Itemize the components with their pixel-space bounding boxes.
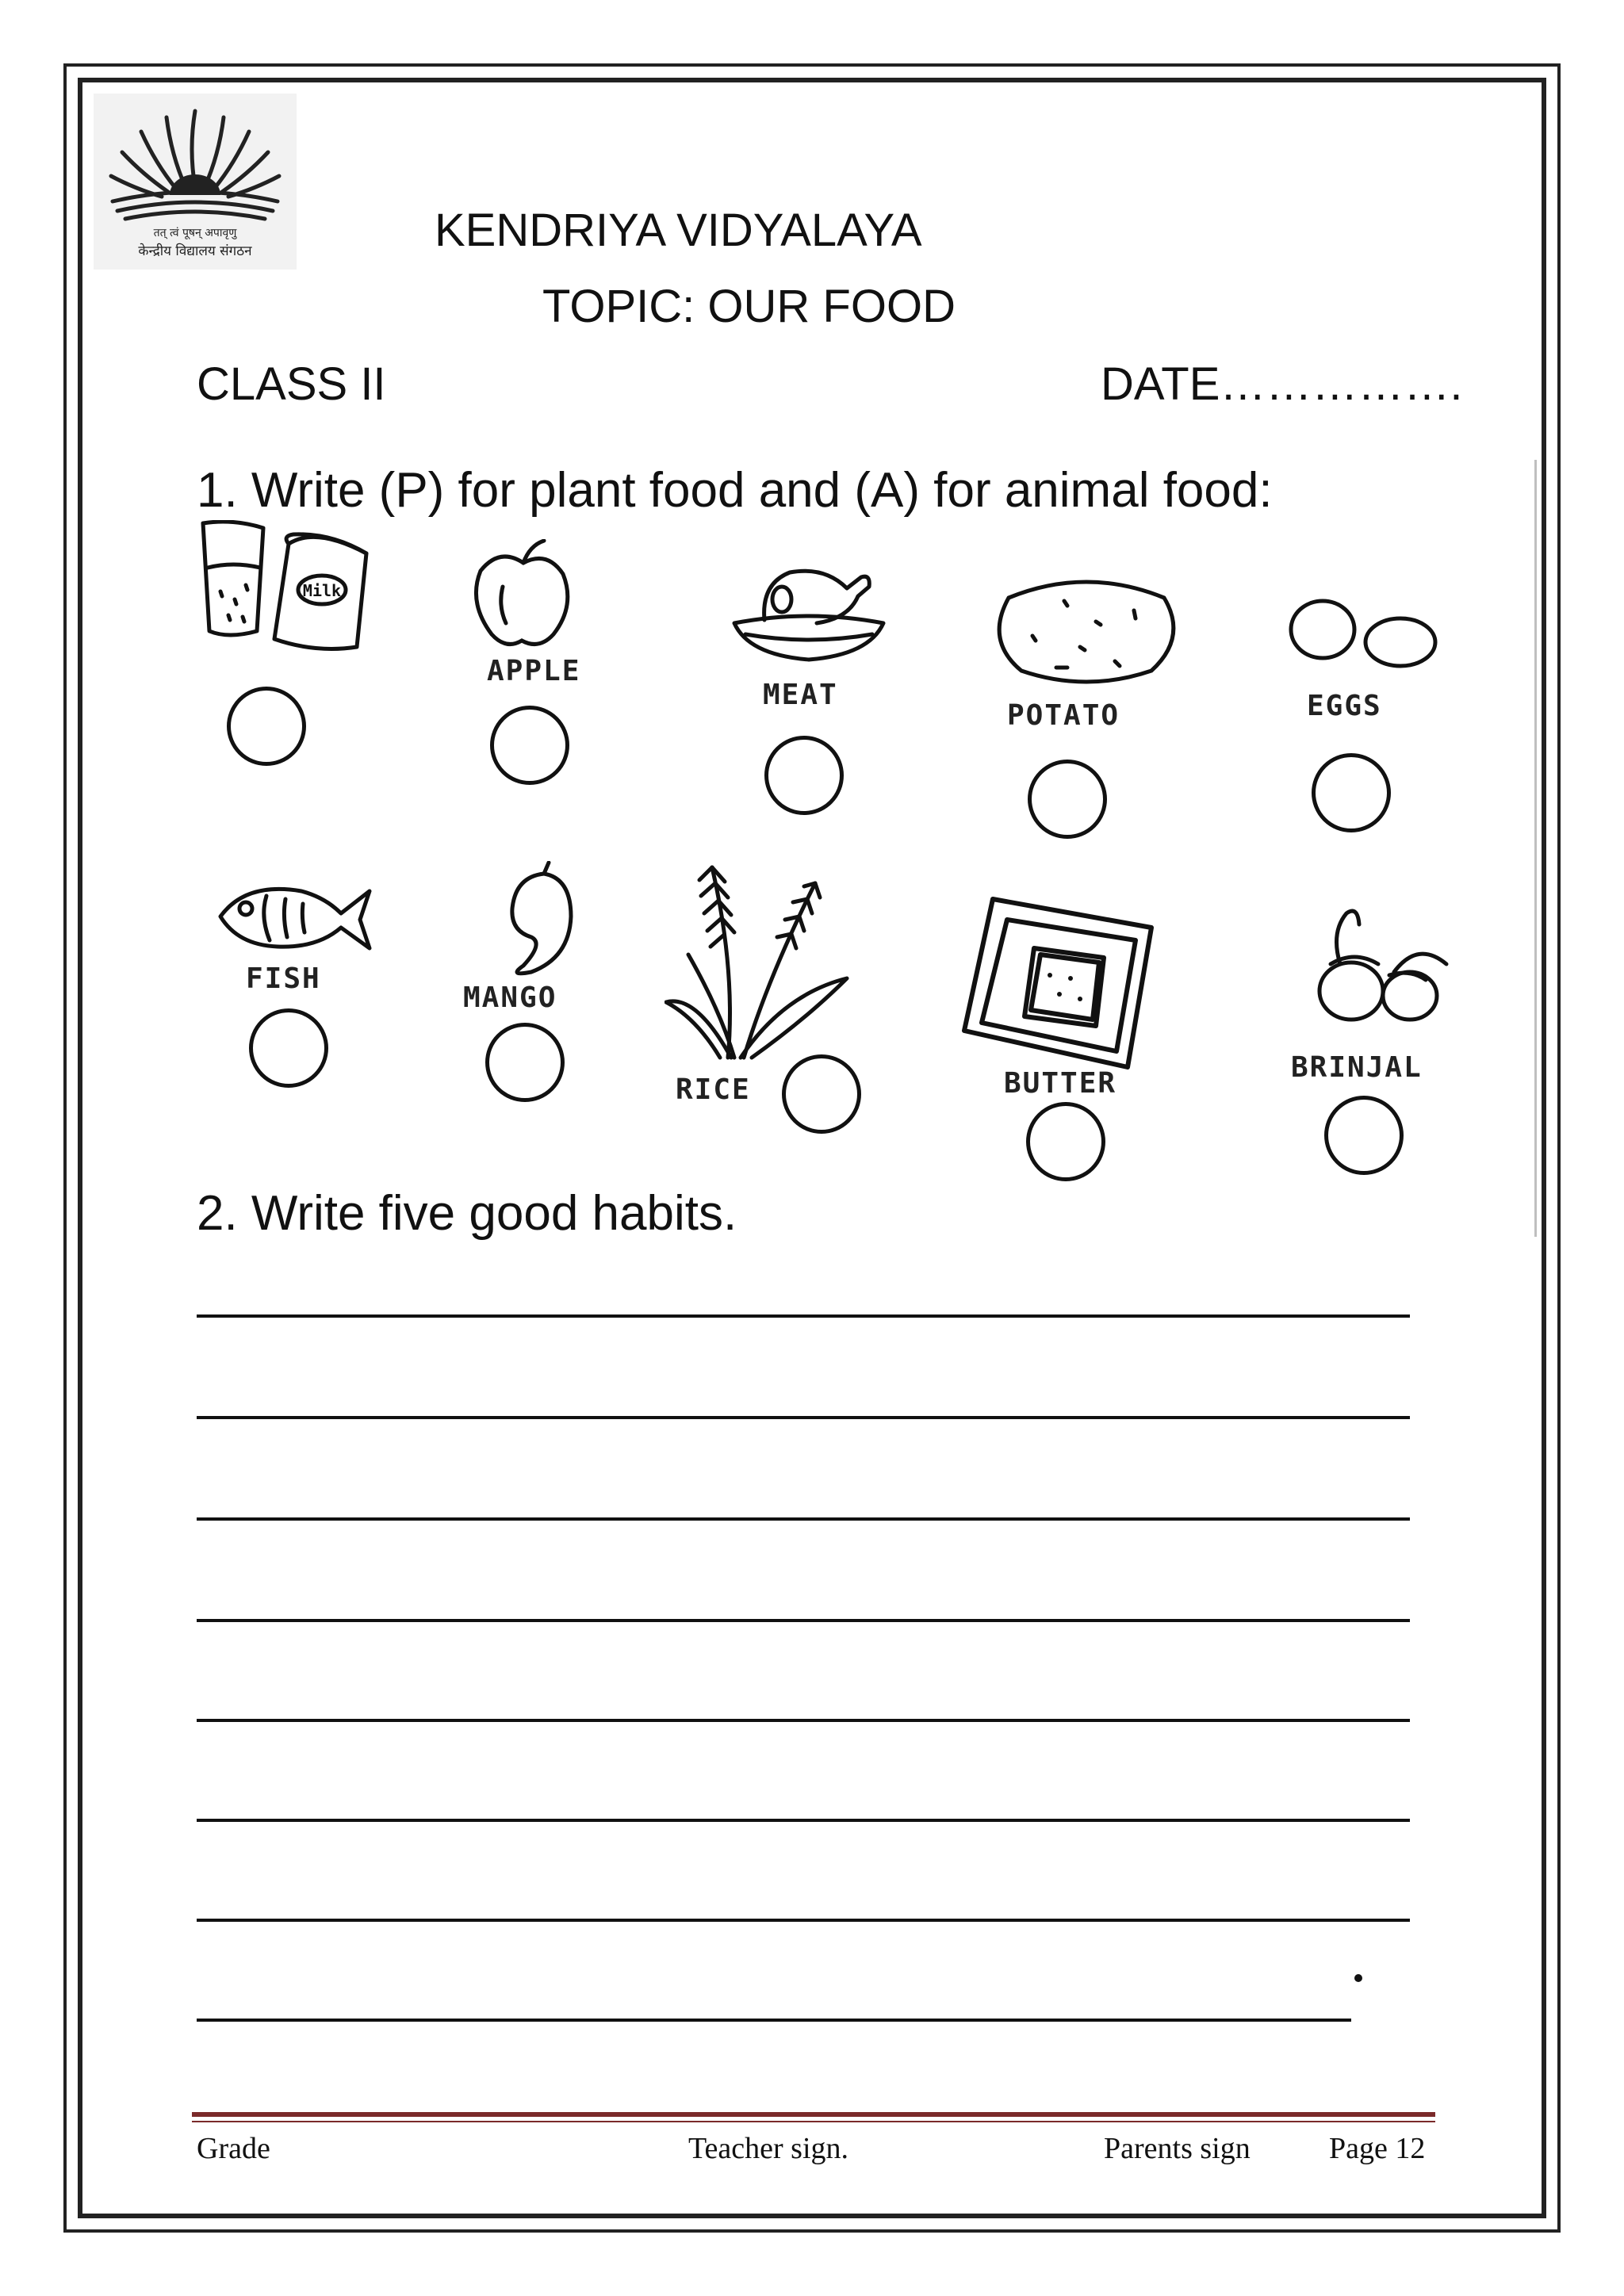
footer-grade: Grade bbox=[197, 2132, 270, 2165]
rice-plant-icon bbox=[665, 859, 855, 1066]
logo-motto: तत् त्वं पूषन् अपावृणु bbox=[153, 227, 237, 239]
answer-line[interactable] bbox=[197, 1619, 1410, 1622]
class-label: CLASS II bbox=[197, 358, 386, 410]
potato-label: POTATO bbox=[1007, 699, 1120, 732]
milk-illustration bbox=[197, 520, 387, 655]
answer-line[interactable] bbox=[197, 1517, 1410, 1521]
apple-illustration bbox=[468, 539, 587, 658]
answer-circle-butter[interactable] bbox=[1026, 1102, 1105, 1181]
fish-illustration bbox=[214, 877, 373, 956]
brinjal-illustration bbox=[1291, 909, 1457, 1027]
fish-label: FISH bbox=[246, 962, 321, 995]
potato-illustration bbox=[985, 574, 1188, 693]
answer-line[interactable] bbox=[197, 1719, 1410, 1722]
answer-circle-apple[interactable] bbox=[490, 706, 569, 785]
apple-label: APPLE bbox=[487, 655, 581, 687]
footer-rule-thin bbox=[192, 2121, 1435, 2122]
scan-edge-line bbox=[1534, 460, 1537, 1237]
answer-line[interactable] bbox=[197, 2019, 1351, 2022]
milk-icon bbox=[197, 520, 387, 655]
sun-rays-icon bbox=[94, 94, 297, 228]
meat-illustration bbox=[730, 568, 888, 671]
answer-circle-eggs[interactable] bbox=[1312, 753, 1391, 832]
footer-page-number: Page 12 bbox=[1329, 2132, 1426, 2165]
answer-circle-meat[interactable] bbox=[764, 736, 844, 815]
footer-rule bbox=[192, 2112, 1435, 2117]
footer-parents-sign: Parents sign bbox=[1104, 2132, 1251, 2165]
footer-teacher-sign: Teacher sign. bbox=[688, 2132, 849, 2165]
apple-icon bbox=[468, 539, 587, 658]
eggs-illustration bbox=[1285, 593, 1443, 672]
end-period bbox=[1354, 1974, 1362, 1982]
question-1-prompt: 1. Write (P) for plant food and (A) for animal food: bbox=[197, 463, 1273, 518]
eggs-icon bbox=[1285, 593, 1443, 672]
answer-circle-milk[interactable] bbox=[227, 687, 306, 766]
rice-label: RICE bbox=[676, 1073, 751, 1106]
answer-line[interactable] bbox=[197, 1416, 1410, 1419]
answer-line[interactable] bbox=[197, 1314, 1410, 1318]
question-2-prompt: 2. Write five good habits. bbox=[197, 1186, 737, 1241]
topic-title: TOPIC: OUR FOOD bbox=[542, 281, 956, 332]
meat-icon bbox=[730, 568, 888, 671]
answer-circle-brinjal[interactable] bbox=[1324, 1096, 1404, 1175]
brinjal-label: BRINJAL bbox=[1291, 1051, 1423, 1084]
answer-circle-rice[interactable] bbox=[782, 1054, 861, 1134]
butter-label: BUTTER bbox=[1004, 1067, 1117, 1100]
mango-label: MANGO bbox=[463, 982, 557, 1014]
date-field[interactable]: DATE……………. bbox=[1101, 358, 1463, 410]
answer-line[interactable] bbox=[197, 1819, 1410, 1822]
logo-organisation-name: केन्द्रीय विद्यालय संगठन bbox=[138, 243, 252, 259]
mango-icon bbox=[492, 861, 579, 980]
eggs-label: EGGS bbox=[1307, 690, 1382, 722]
butter-icon bbox=[961, 896, 1159, 1070]
potato-icon bbox=[985, 574, 1188, 693]
mango-illustration bbox=[492, 861, 579, 980]
brinjal-icon bbox=[1291, 909, 1457, 1027]
school-title: KENDRIYA VIDYALAYA bbox=[435, 205, 922, 256]
butter-illustration bbox=[961, 896, 1159, 1070]
rice-illustration bbox=[665, 859, 855, 1066]
answer-circle-mango[interactable] bbox=[485, 1023, 565, 1102]
answer-circle-fish[interactable] bbox=[249, 1008, 328, 1088]
meat-label: MEAT bbox=[763, 679, 838, 711]
milk-pack-text: Milk bbox=[302, 581, 342, 600]
answer-circle-potato[interactable] bbox=[1028, 760, 1107, 839]
fish-icon bbox=[214, 877, 373, 956]
kendriya-vidyalaya-logo bbox=[94, 94, 297, 270]
answer-line[interactable] bbox=[197, 1919, 1410, 1922]
